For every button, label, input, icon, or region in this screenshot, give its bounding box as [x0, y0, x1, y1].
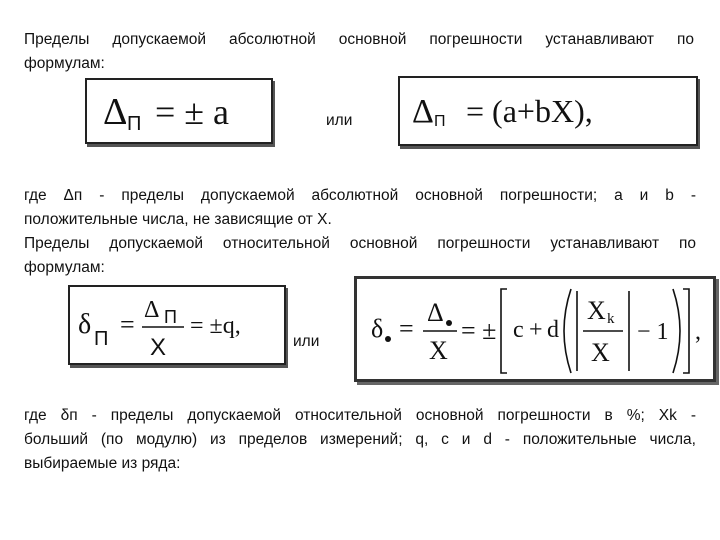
formula3-rhs: = ±q,	[190, 313, 241, 339]
relative-delta-subscript: П	[94, 328, 109, 350]
right-square-bracket	[683, 289, 689, 373]
formula2-rhs: = (a+bX),	[466, 93, 593, 129]
formula-absolute-linear-svg	[400, 78, 696, 144]
intro-line-1: Пределы допускаемой абсолютной основной погрешности устанавливают по	[24, 31, 694, 48]
plus-sign: +	[529, 317, 543, 343]
right-parenthesis	[673, 289, 680, 373]
equals-sign: =	[399, 314, 414, 343]
equals-plus-minus: = ±	[461, 316, 497, 345]
relative-delta-symbol: δ	[371, 314, 384, 343]
xk-symbol: X	[587, 296, 606, 325]
xk-subscript: k	[607, 311, 615, 327]
formula1-rhs: = ± a	[155, 92, 230, 132]
connector-or-1: или	[326, 112, 353, 129]
formula-absolute-constant-svg	[87, 80, 271, 142]
formula-absolute-constant	[85, 78, 273, 144]
para3-line-1: где δп - пределы допускаемой относительной основной погрешности в %; Xk -	[24, 407, 696, 424]
constant-c: c	[513, 317, 524, 343]
connector-or-2: или	[293, 333, 320, 350]
para3-line-2: больший (по модулю) из пределов измерений; q, c и d - положительные числа,	[24, 431, 696, 448]
left-square-bracket	[501, 289, 507, 373]
numerator-delta: Δ	[427, 298, 444, 327]
delta-subscript: П	[127, 113, 142, 135]
delta-symbol: Δ	[103, 91, 128, 133]
formula-absolute-linear	[398, 76, 698, 146]
denominator-x: X	[150, 334, 167, 361]
absolute-definition-paragraph	[24, 184, 696, 280]
intro-paragraph	[24, 28, 694, 76]
trailing-comma: ,	[695, 319, 701, 345]
left-parenthesis	[564, 289, 571, 373]
minus-one: − 1	[637, 319, 669, 345]
delta-subscript: П	[434, 113, 446, 130]
para2-line-2: положительные числа, не зависящие от X.	[24, 211, 332, 228]
constant-d: d	[547, 317, 559, 343]
formula-relative-constant	[68, 285, 286, 365]
intro-line-2: формулам:	[24, 55, 105, 72]
para2-line-3: Пределы допускаемой относительной основной погрешности устанавливают по	[24, 235, 696, 252]
denominator-x: X	[429, 336, 448, 365]
numerator-subscript: П	[164, 307, 177, 327]
formula-relative-general	[354, 276, 716, 382]
relative-delta-symbol: δ	[78, 309, 92, 340]
para2-line-4: формулам:	[24, 259, 105, 276]
para3-line-3: выбираемые из ряда:	[24, 455, 181, 472]
numerator-dot	[446, 320, 452, 326]
subscript-dot	[385, 336, 391, 342]
formula-relative-constant-svg	[70, 287, 284, 363]
x-symbol: X	[591, 338, 610, 367]
equals-sign: =	[120, 310, 135, 339]
delta-symbol: Δ	[412, 93, 434, 130]
formula-relative-general-svg	[357, 279, 713, 379]
relative-definition-paragraph	[24, 404, 696, 476]
para2-line-1: где Δп - пределы допускаемой абсолютной основной погрешности; а и b -	[24, 187, 696, 204]
numerator-delta: Δ	[144, 297, 160, 323]
